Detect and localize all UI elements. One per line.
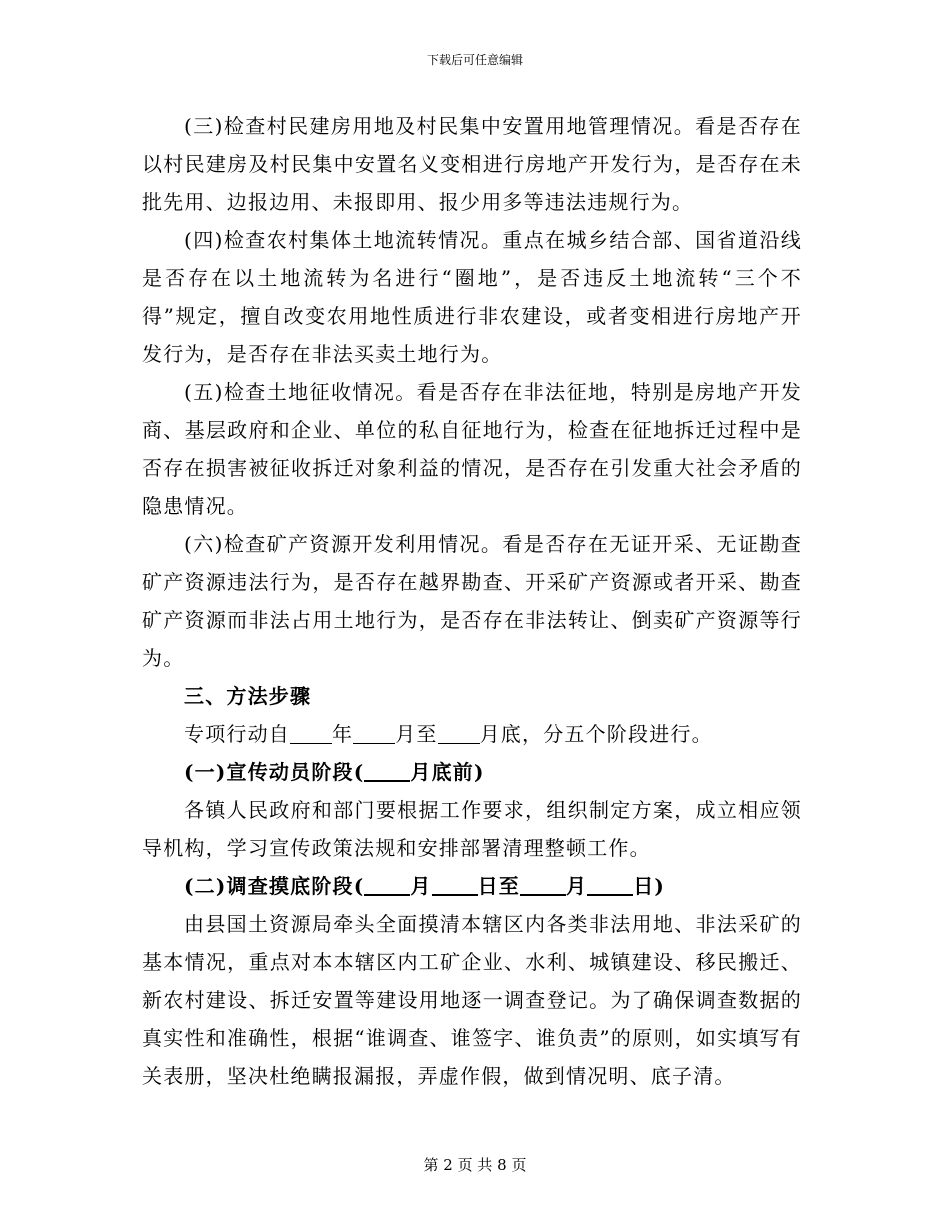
stage-title-investigation: (二)调查摸底阶段( 月 日至 月 日) xyxy=(184,874,666,898)
blank-field xyxy=(353,723,395,744)
page-header: 下载后可任意编辑 xyxy=(426,53,523,67)
stage-title-mobilization: (一)宣传动员阶段( 月底前) xyxy=(184,760,485,784)
paragraph-village-housing: (三)检查村民建房用地及村民集中安置用地管理情况。看是否存在以村民建房及村民集中安置名义变相进行房地产开发行为，是否存在未批先用、边报边用、未报即用、报少用多等违法违规行为。 xyxy=(142,114,802,214)
blank-field xyxy=(587,874,633,896)
blank-field xyxy=(432,874,478,896)
blank-field xyxy=(438,723,480,744)
page-number: 第 2 页 共 8 页 xyxy=(423,1156,527,1174)
paragraph-investigation: 由县国土资源局牵头全面摸清本辖区内各类非法用地、非法采矿的基本情况，重点对本本辖区内工矿企业、水利、城镇建设、移民搬迁、新农村建设、拆迁安置等建设用地逐一调查登记。为了确保调查数据的真实性和准确性，根据“谁调查、谁签字、谁负责”的原则，如实填写有关表册，坚决杜绝瞒报漏报，弄虚作假，做到情况明、底子清。 xyxy=(142,912,802,1088)
blank-field xyxy=(520,874,566,896)
blank-field xyxy=(364,874,410,896)
paragraph-land-transfer: (四)检查农村集体土地流转情况。重点在城乡结合部、国省道沿线是否存在以土地流转为名进行“圈地”，是否违反土地流转“三个不得”规定，擅自改变农用地性质进行非农建设，或者变相进行房地产开发行为，是否存在非法买卖土地行为。 xyxy=(142,228,802,366)
paragraph-mobilization: 各镇人民政府和部门要根据工作要求，组织制定方案，成立相应领导机构，学习宣传政策法规和安排部署清理整顿工作。 xyxy=(142,798,802,860)
blank-field xyxy=(290,723,332,744)
document-body xyxy=(142,107,802,1095)
paragraph-mineral-resources: (六)检查矿产资源开发利用情况。看是否存在无证开采、无证勘查矿产资源违法行为，是否存在越界勘查、开采矿产资源或者开采、勘查矿产资源而非法占用土地行为，是否存在非法转让、倒卖矿产资源等行为。 xyxy=(142,532,802,670)
paragraph-schedule: 专项行动自 年 月至 月底，分五个阶段进行。 xyxy=(184,722,713,746)
blank-field xyxy=(364,760,410,782)
paragraph-land-expropriation: (五)检查土地征收情况。看是否存在非法征地，特别是房地产开发商、基层政府和企业、单位的私自征地行为，检查在征地拆迁过程中是否存在损害被征收拆迁对象利益的情况，是否存在引发重大社会矛盾的隐患情况。 xyxy=(142,380,802,518)
section-title-methods: 三、方法步骤 xyxy=(184,684,312,708)
